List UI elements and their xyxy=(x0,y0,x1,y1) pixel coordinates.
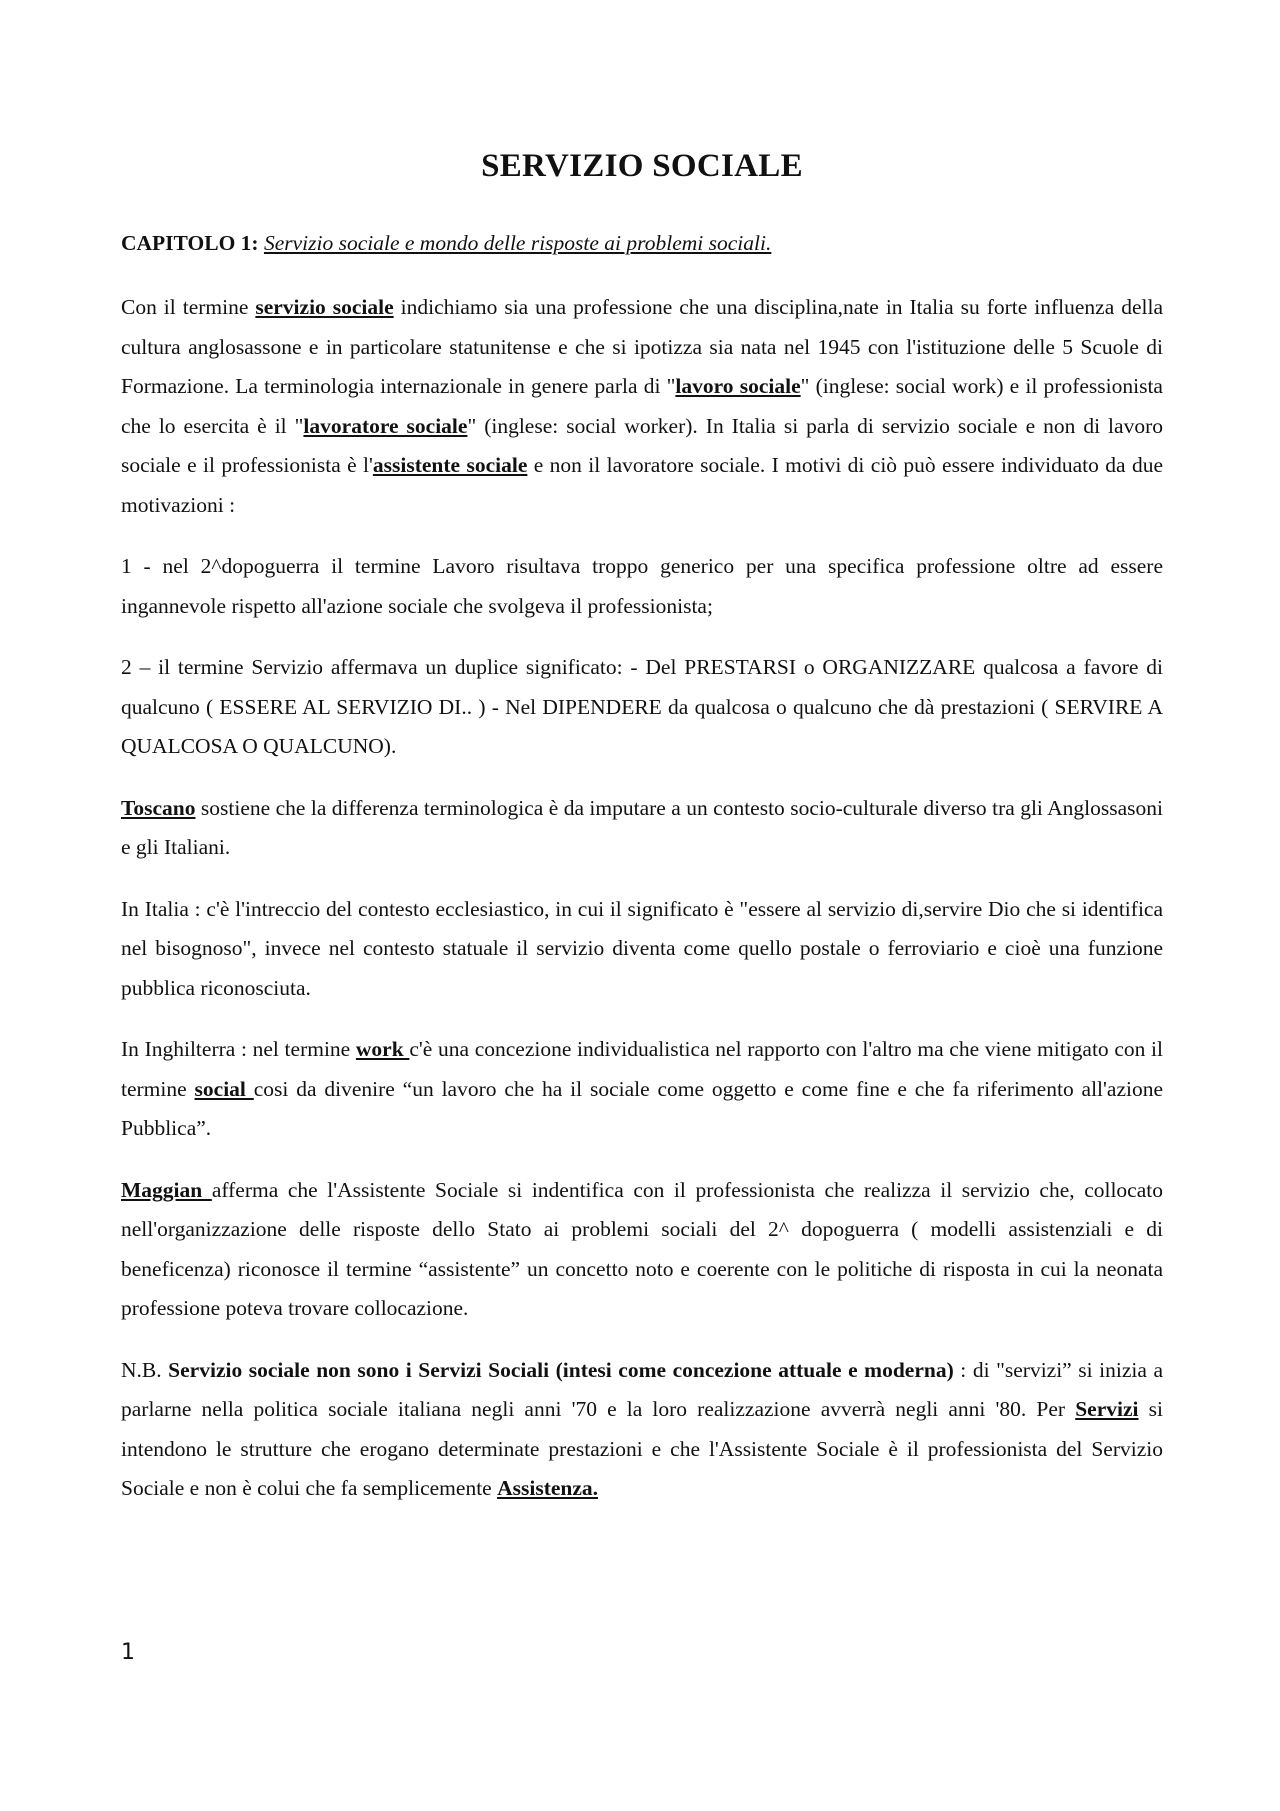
paragraph-text: In Inghilterra : nel termine xyxy=(121,1037,356,1061)
paragraph-text: " (inglese: social work) e il professionista che lo esercita è il " xyxy=(121,374,1163,438)
term-work: work xyxy=(355,1037,410,1061)
paragraph-motivation-2: 2 – il termine Servizio affermava un duplice significato: - Del PRESTARSI o ORGANIZZARE qualcosa a favore di qualcuno ( ESSERE AL SERVIZIO DI.. ) - Nel DIPENDERE da qualcosa o qualcuno che dà prestazioni ( SERVIRE A QUALCOSA O QUALCUNO). xyxy=(121,655,1163,758)
paragraph-maggian xyxy=(121,1171,1163,1329)
document-body xyxy=(121,288,1163,1509)
paragraph-text: Con il termine xyxy=(121,295,256,319)
paragraph-text: c'è una concezione individualistica nel rapporto con l'altro ma che viene mitigato con il termine xyxy=(121,1037,1163,1101)
paragraph-motivation-1: 1 - nel 2^dopoguerra il termine Lavoro risultava troppo generico per una specifica professione oltre ad essere ingannevole rispetto all'azione sociale che svolgeva il professionista; xyxy=(121,554,1163,618)
paragraph-toscano xyxy=(121,789,1163,868)
paragraph-inghilterra xyxy=(121,1030,1163,1149)
term-assistenza: Assistenza. xyxy=(497,1476,599,1500)
paragraph-text: indichiamo sia una professione che una disciplina,nate in Italia su forte influenza della cultura anglosassone e in particolare statunitense e che si ipotizza sia nata nel 1945 con l'istituzione delle 5 Scuole di Formazione. La terminologia internazionale in genere parla di " xyxy=(121,295,1164,398)
term-toscano: Toscano xyxy=(121,795,196,820)
paragraph-text: : di "servizi” si inizia a parlarne nella politica sociale italiana negli anni '70 e la loro realizzazione avverrà negli anni '80. Per xyxy=(121,1357,1164,1421)
paragraph-text: afferma che l'Assistente Sociale si indentifica con il professionista che realizza il servizio che, collocato nell'organizzazione delle risposte dello Stato ai problemi sociali del 2^ dopoguerra ( modelli assistenziali e di beneficenza) riconosce il termine “assistente” un concetto noto e coerente con le politiche di risposta in cui la neonata professione poteva trovare collocazione. xyxy=(121,1177,1163,1320)
term-servizi: Servizi xyxy=(1075,1397,1139,1421)
document-title: SERVIZIO SOCIALE xyxy=(481,148,803,184)
paragraph-text: e non il lavoratore sociale. I motivi di ciò può essere individuato da due motivazioni : xyxy=(121,453,1163,517)
term-maggian: Maggian xyxy=(121,1177,212,1202)
page-number: 1 xyxy=(121,1640,135,1665)
paragraph-italia: In Italia : c'è l'intreccio del contesto ecclesiastico, in cui il significato è "essere al servizio di,servire Dio che si identifica nel bisognoso", invece nel contesto statuale il servizio diventa come quello postale o ferroviario e cioè una funzione pubblica riconosciuta. xyxy=(121,896,1163,1000)
paragraph-text: si intendono le strutture che erogano determinate prestazioni e che l'Assistente Sociale è il professionista del Servizio Sociale e non è colui che fa semplicemente xyxy=(121,1397,1163,1500)
term-lavoratore-sociale: lavoratore sociale xyxy=(303,413,468,438)
term-lavoro-sociale: lavoro sociale xyxy=(675,374,801,398)
nb-bold-statement: Servizio sociale non sono i Servizi Sociali (intesi come concezione attuale e moderna) xyxy=(168,1357,954,1382)
chapter-heading xyxy=(121,231,1163,256)
paragraph-nb xyxy=(121,1351,1163,1509)
term-social: social xyxy=(194,1076,254,1101)
chapter-label: CAPITOLO 1: xyxy=(121,231,259,255)
chapter-subtitle: Servizio sociale e mondo delle risposte ai problemi sociali. xyxy=(263,231,772,255)
term-servizio-sociale: servizio sociale xyxy=(255,295,394,319)
paragraph-text: N.B. xyxy=(121,1357,169,1382)
paragraph-text: " (inglese: social worker). In Italia si parla di servizio sociale e non di lavoro sociale e il professionista è l' xyxy=(121,413,1163,477)
paragraph-intro xyxy=(121,288,1163,525)
term-assistente-sociale: assistente sociale xyxy=(372,453,528,477)
paragraph-text: sostiene che la differenza terminologica è da imputare a un contesto socio-culturale diverso tra gli Anglossasoni e gli Italiani. xyxy=(121,795,1163,859)
paragraph-text: cosi da divenire “un lavoro che ha il sociale come oggetto e come fine e che fa riferimento all'azione Pubblica”. xyxy=(121,1076,1164,1140)
